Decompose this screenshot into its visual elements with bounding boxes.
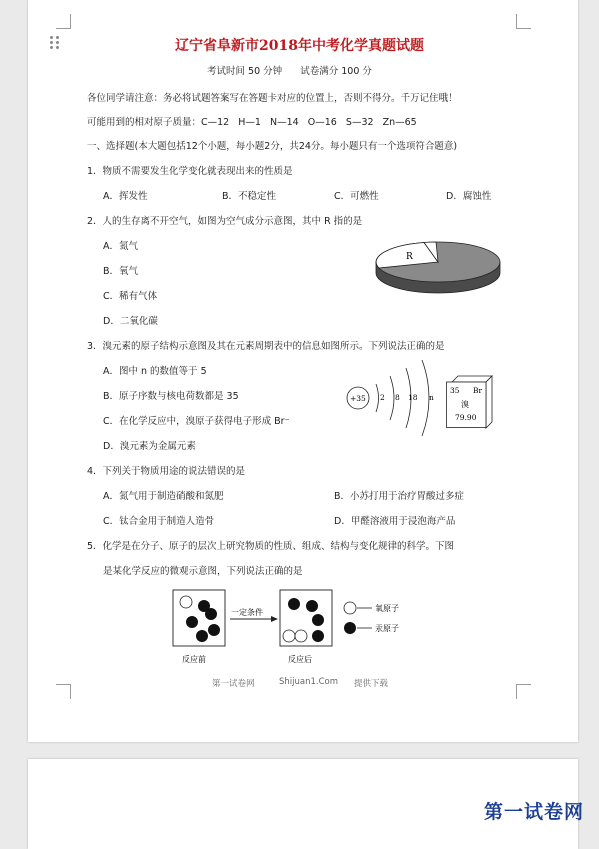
crop-mark-bottom-right: [516, 684, 531, 699]
element-number: 35: [450, 386, 460, 395]
q3-option-c: C．在化学反应中，溴原子获得电子形成 Br⁻: [103, 416, 290, 427]
q4-option-d: D．甲醛溶液用于浸泡海产品: [334, 516, 456, 527]
exam-info: 考试时间 50 分钟 试卷满分 100 分: [207, 66, 372, 77]
reaction-micro-diagram: [170, 586, 440, 668]
q2-option-d: D．二氧化碳: [103, 316, 158, 327]
legend-oxygen-atom: 氧原子: [375, 604, 399, 613]
question-1-stem: 1．物质不需要发生化学变化就表现出来的性质是: [87, 166, 293, 177]
crop-mark-bottom-left: [56, 684, 71, 699]
shell-4-electrons: n: [429, 393, 434, 402]
watermark-brand: 第一试卷网: [484, 801, 585, 823]
q2-option-b: B．氧气: [103, 266, 139, 277]
shell-1-electrons: 2: [380, 393, 385, 402]
shell-2-electrons: 8: [395, 393, 400, 402]
q4-option-c: C．钛合金用于制造人造骨: [103, 516, 215, 527]
footer-right: 提供下载: [354, 679, 389, 689]
q1-option-c: C．可燃性: [334, 191, 379, 202]
legend-mercury-atom: 汞原子: [375, 624, 399, 633]
element-name: 溴: [461, 400, 469, 409]
bromine-atom-structure-figure: [344, 356, 444, 436]
question-4-stem: 4．下列关于物质用途的说法错误的是: [87, 466, 246, 477]
q2-option-c: C．稀有气体: [103, 291, 158, 302]
nucleus-charge: +35: [350, 394, 366, 403]
reaction-condition-label: 一定条件: [231, 608, 263, 617]
after-reaction-label: 反应后: [288, 655, 312, 664]
q3-option-b: B．原子序数与核电荷数都是 35: [103, 391, 239, 402]
shell-3-electrons: 18: [408, 393, 418, 402]
section-heading: 一、选择题(本大题包括12个小题，每小题2分，共24分。每小题只有一个选项符合题意): [87, 141, 458, 152]
question-2-stem: 2．人的生存离不开空气，如图为空气成分示意图，其中 R 指的是: [87, 216, 363, 227]
atomic-masses: 可能用到的相对原子质量：C—12 H—1 N—14 O—16 S—32 Zn—65: [87, 117, 417, 128]
crop-mark-top-left: [56, 14, 71, 29]
before-reaction-label: 反应前: [182, 655, 206, 664]
q2-option-a: A．氮气: [103, 241, 138, 252]
notice-text: 各位同学请注意：务必将试题答案写在答题卡对应的位置上，否则不得分。千万记住哦！: [87, 93, 458, 104]
q4-option-a: A．氮气用于制造硝酸和氮肥: [103, 491, 224, 502]
crop-mark-top-right: [516, 14, 531, 29]
element-symbol: Br: [473, 386, 483, 395]
pie-label-r: R: [406, 252, 413, 262]
q3-option-d: D．溴元素为金属元素: [103, 441, 196, 452]
question-5-stem-line1: 5．化学是在分子、原子的层次上研究物质的性质、组成、结构与变化规律的科学。下图: [87, 541, 455, 552]
footer-left: 第一试卷网: [212, 679, 255, 689]
page-title: 辽宁省阜新市2018年中考化学真题试题: [175, 38, 424, 54]
question-3-stem: 3．溴元素的原子结构示意图及其在元素周期表中的信息如图所示。下列说法正确的是: [87, 341, 445, 352]
element-mass: 79.90: [455, 413, 477, 422]
q4-option-b: B．小苏打用于治疗胃酸过多症: [334, 491, 465, 502]
question-5-stem-line2: 是某化学反应的微观示意图，下列说法正确的是: [103, 566, 303, 577]
q1-option-b: B．不稳定性: [222, 191, 277, 202]
air-composition-pie-figure: [370, 238, 506, 298]
q1-option-a: A．挥发性: [103, 191, 148, 202]
bromine-periodic-cell-figure: [446, 376, 492, 428]
q1-option-d: D．腐蚀性: [446, 191, 492, 202]
q3-option-a: A．图中 n 的数值等于 5: [103, 366, 207, 377]
footer-middle: Shijuan1.Com: [279, 677, 339, 687]
